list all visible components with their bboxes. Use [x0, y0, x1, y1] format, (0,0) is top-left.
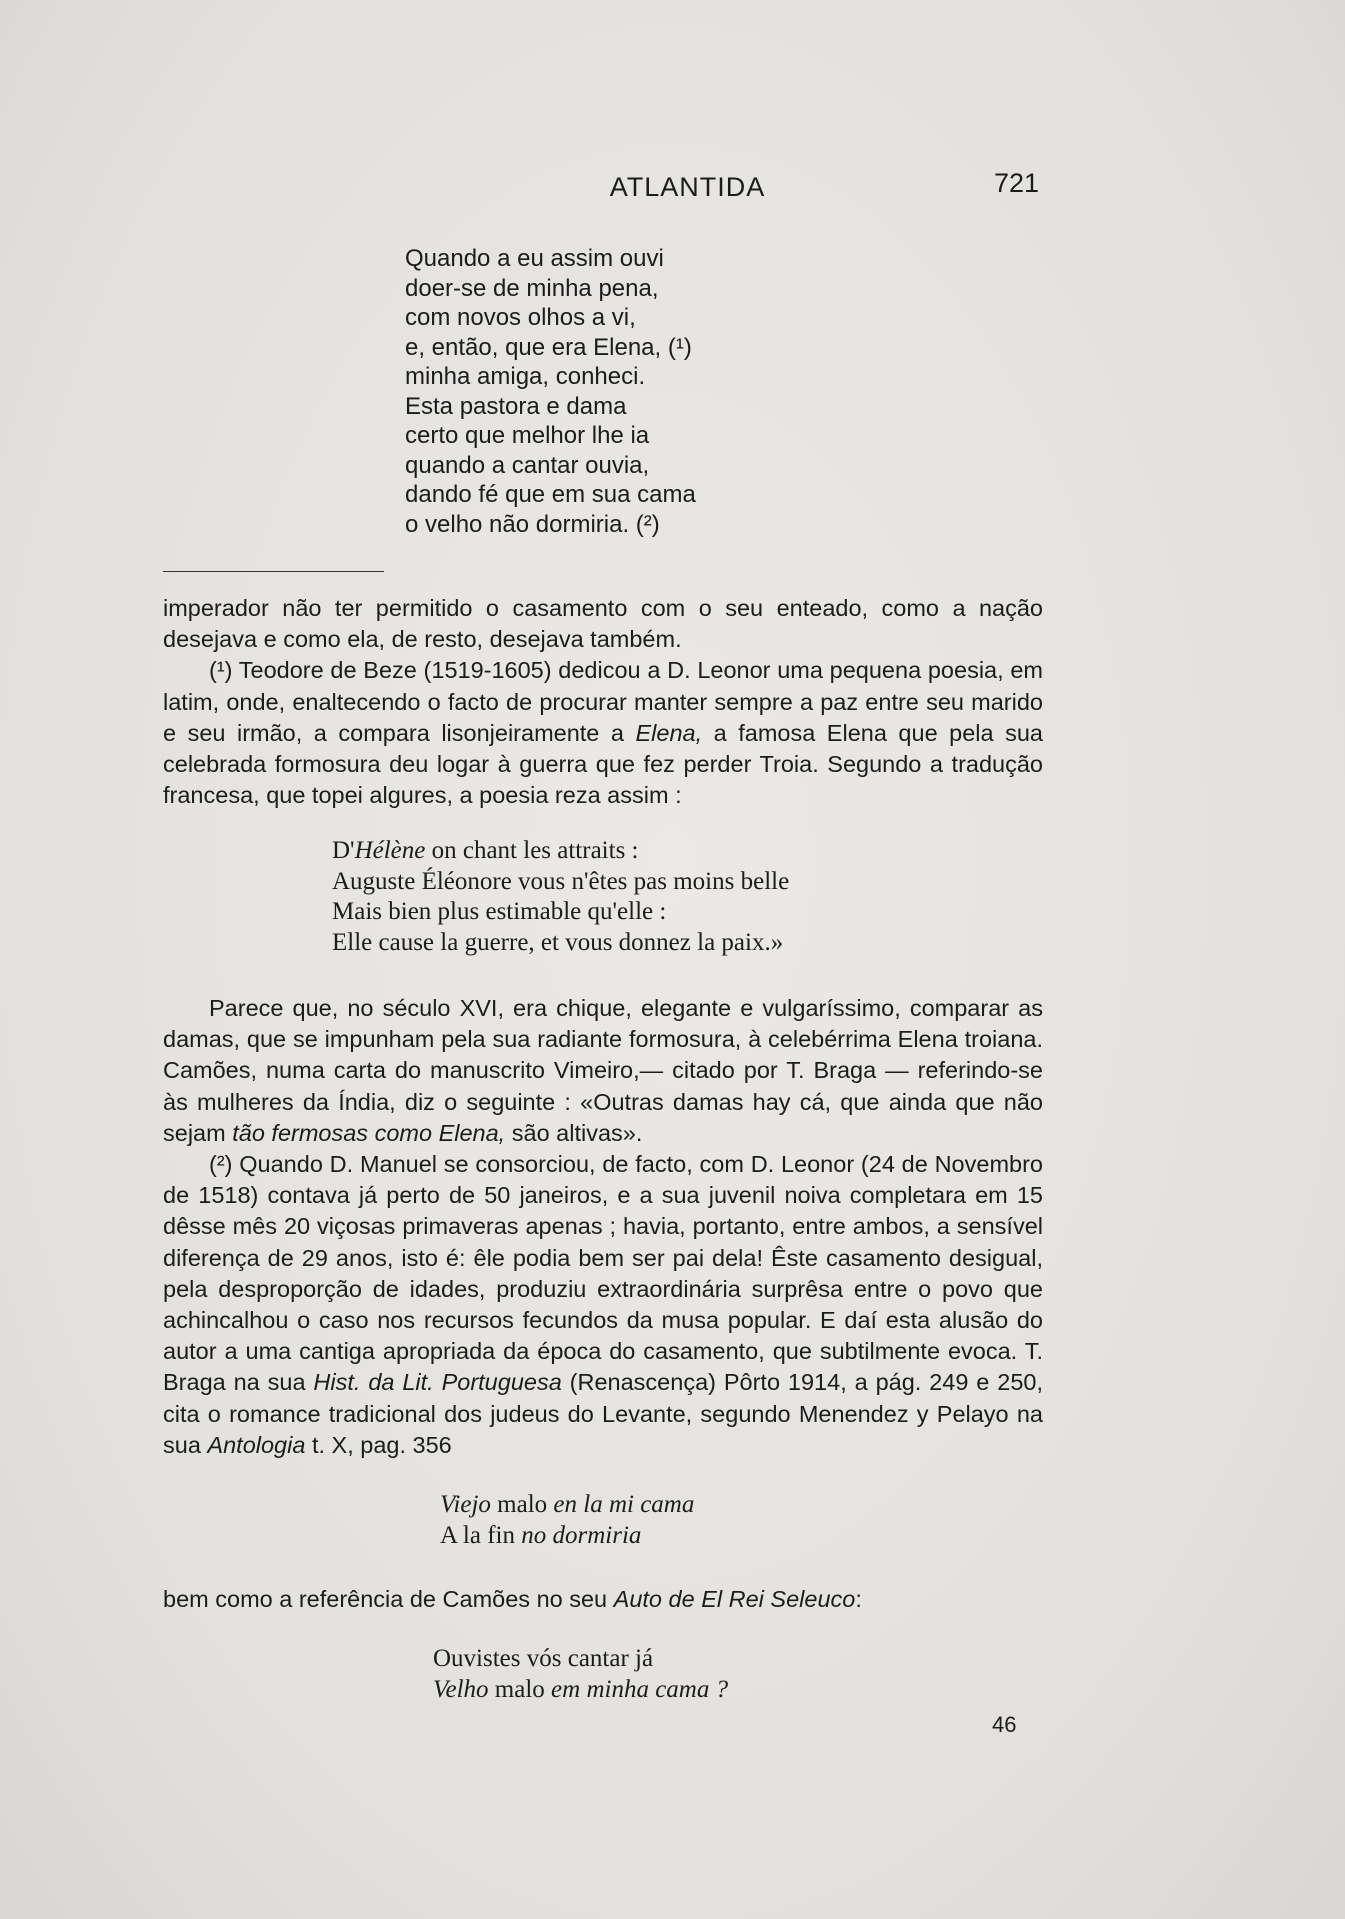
verse-line: Ouvistes vós cantar já [433, 1645, 654, 1672]
poem-line: e, então, que era Elena, (¹) [405, 333, 692, 361]
footnote-text: a famosa Elena que pela sua celebrada formosura deu logar à guerra que fez perder Troia. Segundo a tradução francesa, que topei algures, a poesia reza assim : [163, 719, 1043, 809]
footnote-2: (²) Quando D. Manuel se consorciou, de facto, com D. Leonor (24 de Novembro de 1518) contava já perto de 50 janeiros, e a sua juvenil noiva completara em 15 dêsse mês 20 viçosas primaveras apenas ; havia, portanto, entre ambos, a sensível diferença de 29 anos, isto é: êle podia bem ser pai dela! Êste casamento desigual, pela desproporção de idades, produziu extraordinária surprêsa entre o povo que achincalhou o caso nos recursos fecundos da musa popular. E daí esta alusão do autor a uma cantiga apropriada da época do casamento, que subtilmente evoca. T. Braga na sua Hist. da Lit. Portuguesa (Renascença) Pôrto 1914, a pág. 249 e 250, cita o romance tradicional dos judeus do Levante, segundo Menendez y Pelayo na sua Antologia t. X, pag. 356 [163, 1151, 1043, 1458]
book-title: Auto de El Rei Seleuco [613, 1586, 856, 1612]
poem-line: minha amiga, conheci. [405, 363, 646, 390]
verse-line: Elle cause la guerre, et vous donnez la paix.» [332, 928, 784, 956]
poem-line: Quando a eu assim ouvi [405, 245, 664, 272]
poem-line: com novos olhos a vi, [405, 304, 636, 331]
poem-line: doer-se de minha pena, [405, 274, 659, 302]
poem-line: Esta pastora e dama [405, 392, 627, 420]
footnote-text: (¹) Teodore de Beze (1519-1605) dedicou a D. Leonor uma pequena poesia, em latim, onde, enaltecendo o facto de procurar manter sempre a paz entre seu marido e seu irmão, a compara lisonjeiramente a [163, 657, 1043, 746]
footnote-emphasis: Elena, [635, 719, 703, 746]
footnote-block-3 [163, 1584, 1043, 1615]
book-title: Hist. da Lit. Portuguesa [313, 1369, 562, 1396]
footnote-continuation: imperador não ter permitido o casamento com o seu enteado, como a nação desejava e como ela, de resto, desejava também. [163, 595, 1043, 653]
running-header: ATLANTIDA [609, 172, 766, 202]
signature-mark: 46 [992, 1712, 1017, 1737]
footnote-block-2 [163, 993, 1043, 1461]
page-number: 721 [994, 168, 1040, 198]
footnote-paragraph: Parece que, no século XVI, era chique, elegante e vulgaríssimo, comparar as damas, que se impunham pela sua radiante formosura, à celebérrima Elena troiana. Camões, numa carta do manuscrito Vimeiro,— citado por T. Braga — referindo-se às mulheres da Índia, diz o seguinte : «Outras damas hay cá, que ainda que não sejam tão fermosas como Elena, são altivas». [163, 995, 1043, 1146]
footnote-block-1 [163, 593, 1043, 811]
verse-line: D'Hélène on chant les attraits : [332, 837, 639, 864]
verse-line: Velho malo em minha cama ? [433, 1676, 729, 1703]
footnote-divider [163, 571, 384, 572]
spanish-verse [440, 1489, 694, 1551]
poem-line: certo que melhor lhe ia [405, 422, 650, 449]
footnote-paragraph: bem como a referência de Camões no seu Auto de El Rei Seleuco: [163, 1586, 862, 1612]
footnote-emphasis: tão fermosas como Elena, [232, 1119, 506, 1146]
verse-line: Viejo malo en la mi cama [440, 1491, 695, 1518]
poem-line: o velho não dormiria. (²) [405, 510, 660, 538]
book-title: Antologia [207, 1431, 306, 1458]
verse-line: Auguste Éléonore vous n'êtes pas moins belle [332, 867, 790, 895]
footnote-1 [163, 655, 1043, 811]
french-verse [332, 836, 789, 958]
poem-line: quando a cantar ouvia, [405, 451, 650, 479]
verse-line: A la fin no dormiria [440, 1522, 642, 1549]
poem-line: dando fé que em sua cama [405, 481, 696, 508]
poem-stanza [405, 244, 696, 539]
portuguese-verse [433, 1643, 728, 1705]
verse-line: Mais bien plus estimable qu'elle : [332, 898, 667, 925]
